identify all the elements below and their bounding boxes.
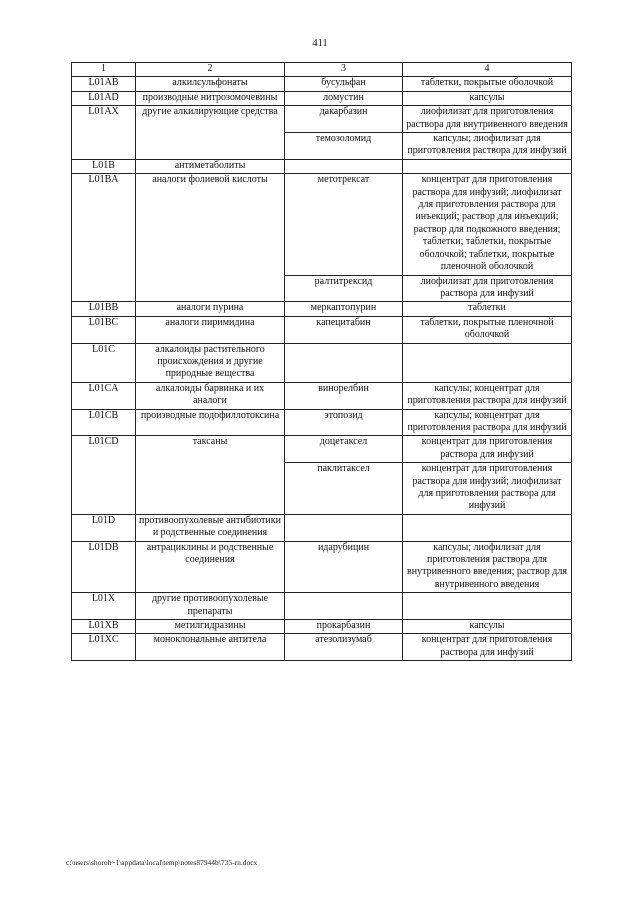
atc-code-cell: L01XC [72, 634, 136, 661]
group-cell: другие противоопухолевые препараты [136, 593, 285, 620]
group-cell: алкалоиды растительного происхождения и другие природные вещества [136, 343, 285, 382]
form-cell: капсулы; концентрат для приготовления раствора для инфузий [403, 409, 572, 436]
form-cell: капсулы; концентрат для приготовления раствора для инфузий [403, 382, 572, 409]
footer-file-path: c:\users\shoroh~1\appdata\local\temp\notes87944b\735-rn.docx [66, 858, 258, 867]
drug-cell: ралтитрексид [285, 275, 403, 302]
form-cell: концентрат для приготовления раствора для инфузий; лиофилизат для приготовления раствора для инфузий [403, 463, 572, 515]
form-cell: концентрат для приготовления раствора для инфузий; лиофилизат для приготовления раствора для инъекций; раствор для инъекций; раствор для подкожного введения; таблетки; таблетки, покрытые оболочкой; таблетки, покрытые пленочной оболочкой [403, 174, 572, 275]
atc-code-cell: L01X [72, 593, 136, 620]
group-cell: аналоги пиримидина [136, 316, 285, 343]
form-cell: капсулы [403, 91, 572, 105]
drug-cell [285, 159, 403, 173]
drug-cell: винорелбин [285, 382, 403, 409]
header-cell-1: 1 [72, 63, 136, 77]
atc-code-cell: L01B [72, 159, 136, 173]
drug-cell: метотрексат [285, 174, 403, 275]
table-row [72, 91, 572, 105]
header-cell-3: 3 [285, 63, 403, 77]
drug-cell: дакарбазин [285, 106, 403, 133]
group-cell: производные нитрозомочевины [136, 91, 285, 105]
page-number: 411 [312, 38, 328, 49]
table-row [72, 316, 572, 343]
header-cell-2: 2 [136, 63, 285, 77]
form-cell: таблетки, покрытые оболочкой [403, 77, 572, 91]
table-row [72, 634, 572, 661]
drug-cell: этопозид [285, 409, 403, 436]
drug-cell: атезолизумаб [285, 634, 403, 661]
group-cell: антрациклины и родственные соединения [136, 541, 285, 593]
drug-cell: доцетаксел [285, 436, 403, 463]
atc-code-cell: L01BA [72, 174, 136, 302]
form-cell [403, 593, 572, 620]
atc-code-cell: L01DB [72, 541, 136, 593]
drug-cell: бусульфан [285, 77, 403, 91]
form-cell: таблетки, покрытые пленочной оболочкой [403, 316, 572, 343]
drug-cell [285, 343, 403, 382]
atc-code-cell: L01CD [72, 436, 136, 514]
table-row [72, 106, 572, 133]
table-row [72, 159, 572, 173]
table-row [72, 382, 572, 409]
form-cell [403, 159, 572, 173]
table-row [72, 174, 572, 275]
table-row [72, 593, 572, 620]
drug-cell: капецитабин [285, 316, 403, 343]
atc-code-cell: L01D [72, 514, 136, 541]
form-cell: таблетки [403, 302, 572, 316]
group-cell: аналоги фолиевой кислоты [136, 174, 285, 302]
drug-cell: прокарбазин [285, 620, 403, 634]
table-row [72, 514, 572, 541]
table-header-row [72, 63, 572, 77]
drug-table [71, 62, 572, 661]
form-cell [403, 343, 572, 382]
atc-code-cell: L01CB [72, 409, 136, 436]
drug-cell [285, 593, 403, 620]
group-cell: противоопухолевые антибиотики и родственные соединения [136, 514, 285, 541]
drug-cell: идарубицин [285, 541, 403, 593]
atc-code-cell: L01AB [72, 77, 136, 91]
table-row [72, 409, 572, 436]
atc-code-cell: L01CA [72, 382, 136, 409]
table-row [72, 77, 572, 91]
form-cell: капсулы [403, 620, 572, 634]
form-cell: концентрат для приготовления раствора для инфузий [403, 436, 572, 463]
table-row [72, 436, 572, 463]
drug-cell: темозоломид [285, 133, 403, 160]
group-cell: моноклональные антитела [136, 634, 285, 661]
form-cell: капсулы; лиофилизат для приготовления раствора для инфузий [403, 133, 572, 160]
atc-code-cell: L01BC [72, 316, 136, 343]
drug-cell: меркаптопурин [285, 302, 403, 316]
group-cell: таксаны [136, 436, 285, 514]
drug-cell: ломустин [285, 91, 403, 105]
atc-code-cell: L01XB [72, 620, 136, 634]
group-cell: алкалоиды барвинка и их аналоги [136, 382, 285, 409]
atc-code-cell: L01AX [72, 106, 136, 160]
drug-cell: паклитаксел [285, 463, 403, 515]
atc-code-cell: L01BB [72, 302, 136, 316]
form-cell: капсулы; лиофилизат для приготовления раствора для внутривенного введения; раствор для внутривенного введения [403, 541, 572, 593]
table-row [72, 343, 572, 382]
form-cell: концентрат для приготовления раствора для инфузий [403, 634, 572, 661]
form-cell: лиофилизат для приготовления раствора для инфузий [403, 275, 572, 302]
table-row [72, 302, 572, 316]
form-cell: лиофилизат для приготовления раствора для внутривенного введения [403, 106, 572, 133]
group-cell: метилгидразины [136, 620, 285, 634]
group-cell: производные подофиллотоксина [136, 409, 285, 436]
atc-code-cell: L01AD [72, 91, 136, 105]
group-cell: алкилсульфонаты [136, 77, 285, 91]
table-row [72, 541, 572, 593]
group-cell: другие алкилирующие средства [136, 106, 285, 160]
header-cell-4: 4 [403, 63, 572, 77]
group-cell: аналоги пурина [136, 302, 285, 316]
table-row [72, 620, 572, 634]
drug-cell [285, 514, 403, 541]
atc-code-cell: L01C [72, 343, 136, 382]
group-cell: антиметаболиты [136, 159, 285, 173]
form-cell [403, 514, 572, 541]
